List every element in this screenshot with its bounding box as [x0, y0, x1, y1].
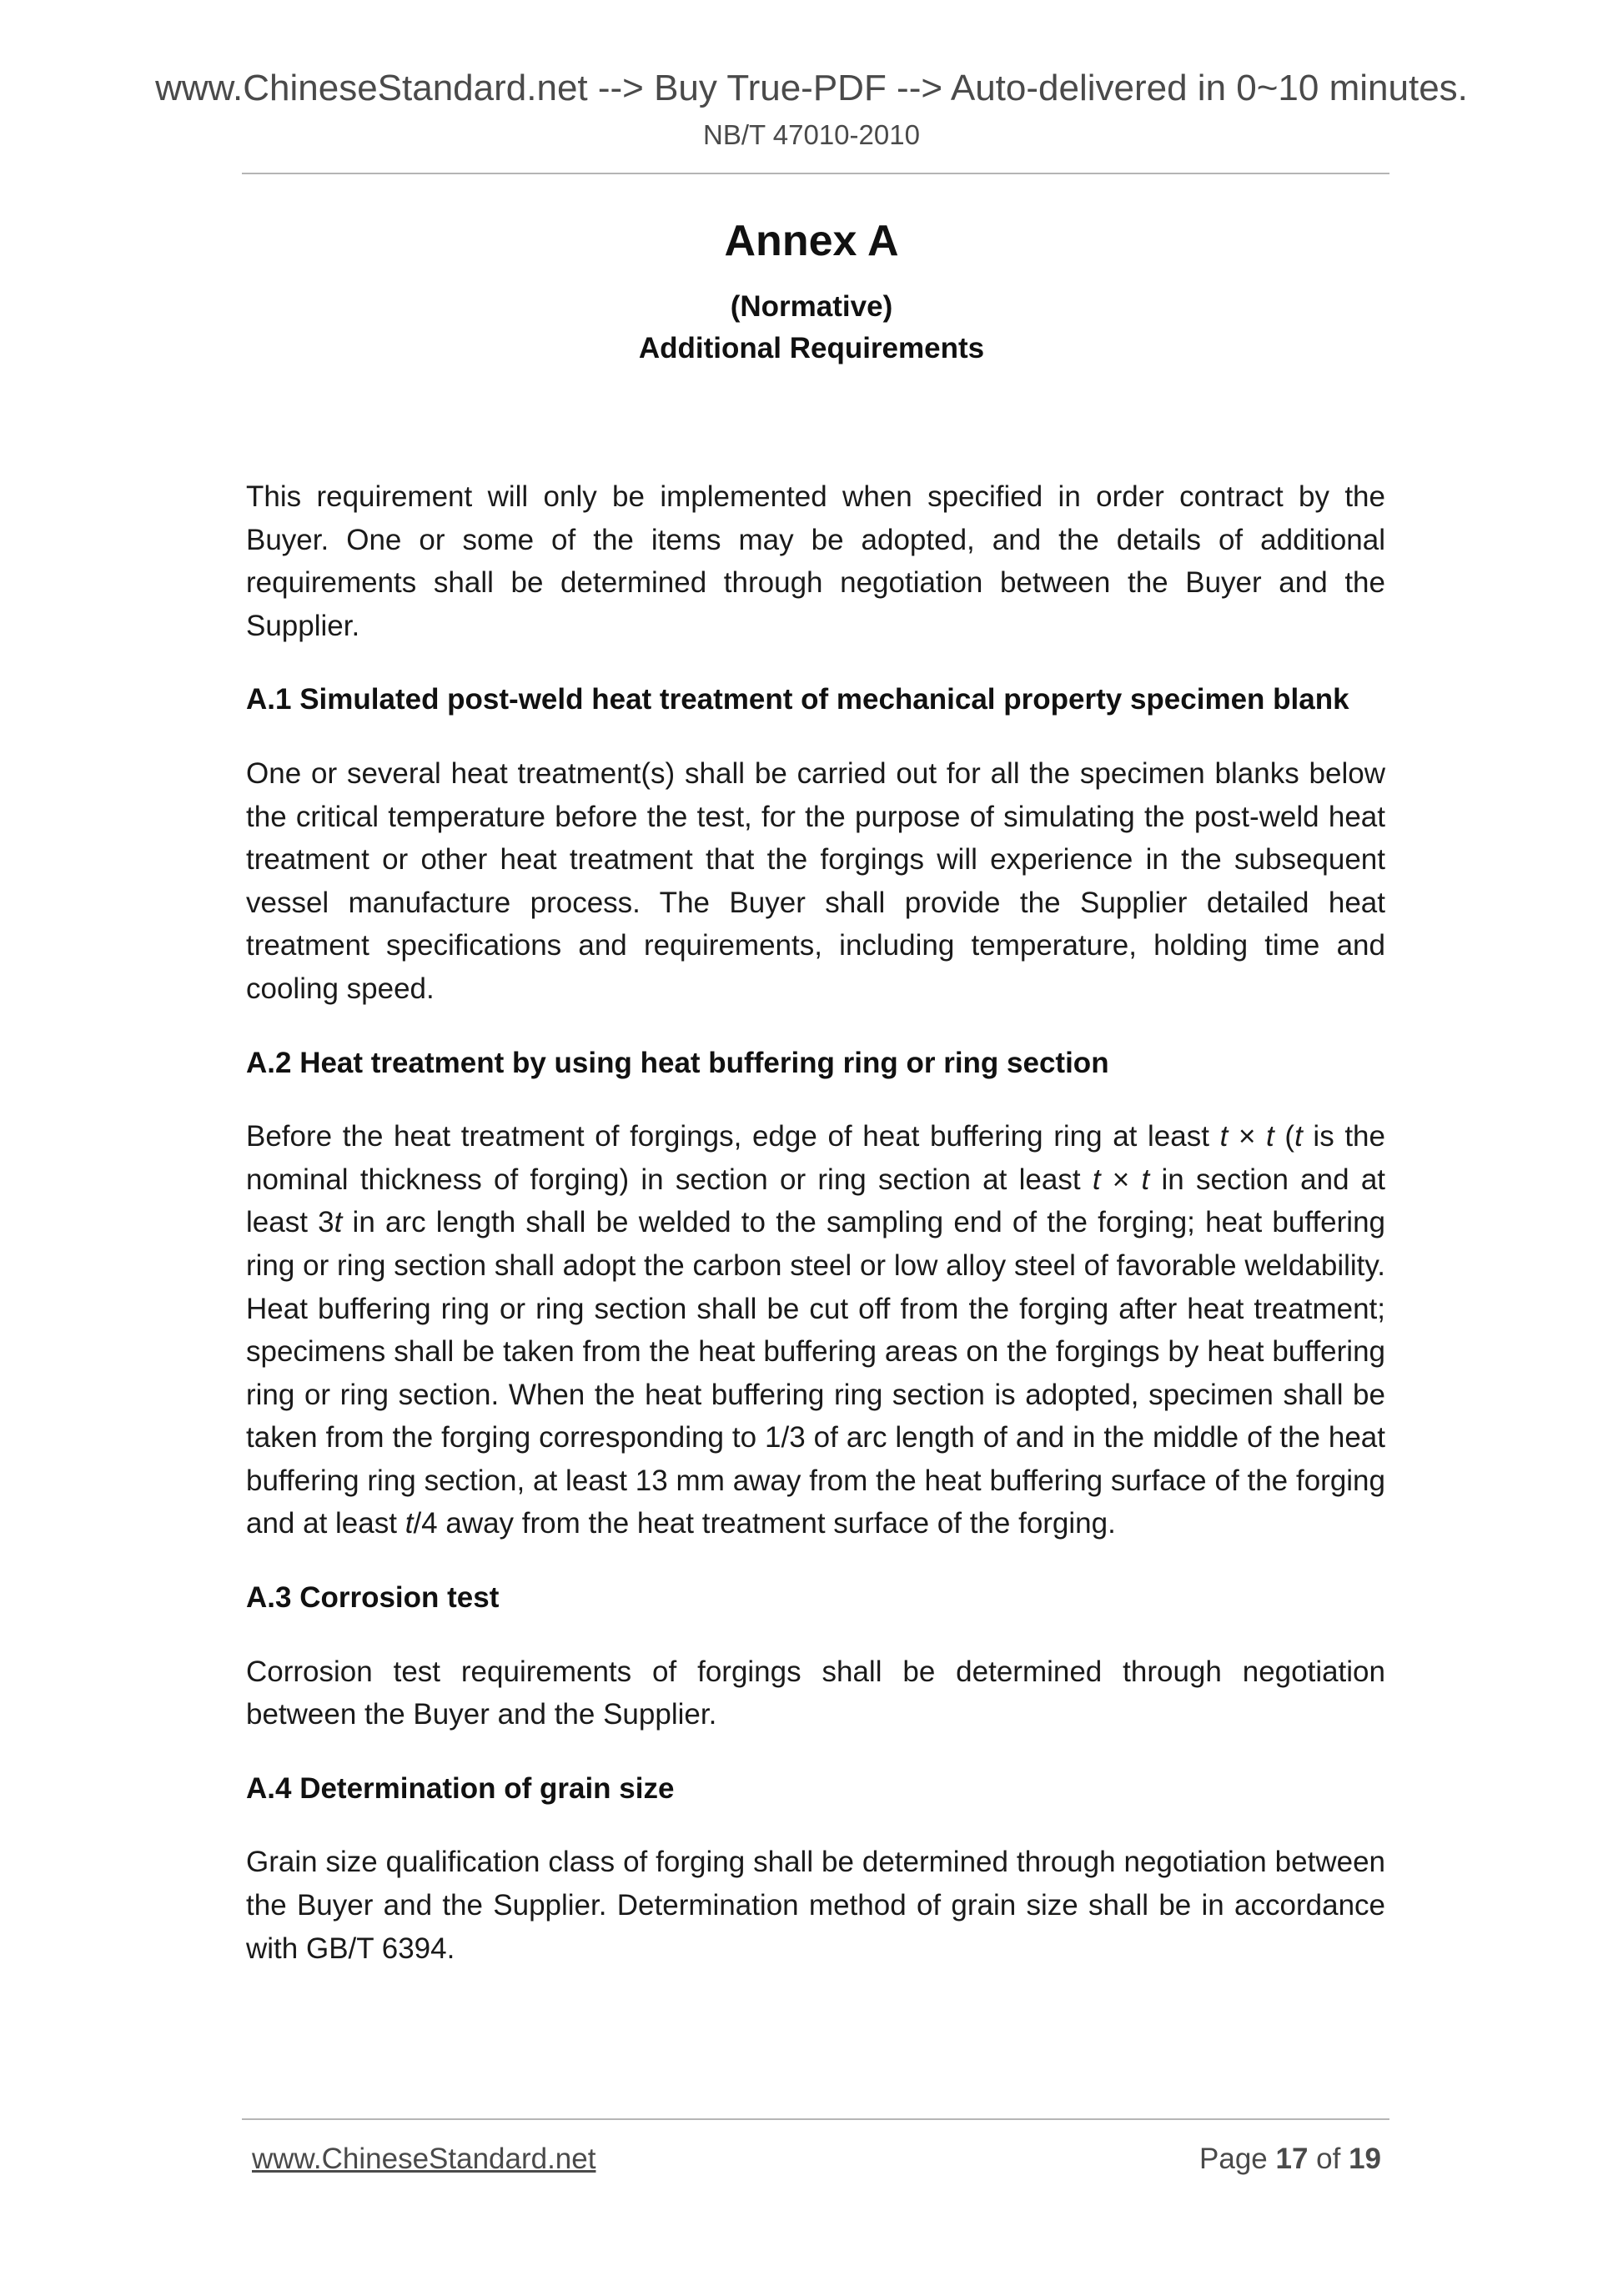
- header-banner: www.ChineseStandard.net --> Buy True-PDF --> Auto-delivered in 0~10 minutes.: [155, 68, 1468, 108]
- section-a2-heading: A.2 Heat treatment by using heat buffering ring or ring section: [246, 1046, 1109, 1079]
- current-page: 17: [1275, 2143, 1309, 2175]
- variable-t: t: [1294, 1120, 1303, 1153]
- section-a1-body: One or several heat treatment(s) shall be carried out for all the specimen blanks below the critical temperature before the test, for the purpose of simulating the post-weld heat treatment or other heat treatment that the forgings will experience in the subsequent vessel manufacture process. The Buyer shall provide the Supplier detailed heat treatment specifications and requirements, including temperature, holding time and cooling speed.: [246, 756, 1385, 1005]
- section-a4-body: Grain size qualification class of forging shall be determined through negotiation between the Buyer and the Supplier. Determination method of grain size shall be in accordance with GB/T 6394.: [246, 1846, 1385, 1965]
- section-a3-heading: A.3 Corrosion test: [246, 1581, 500, 1615]
- total-pages: 19: [1349, 2143, 1381, 2175]
- page-number: Page 17 of 19: [1199, 2143, 1381, 2175]
- annex-subtitle: Additional Requirements: [638, 332, 985, 364]
- section-a3-body: Corrosion test requirements of forgings shall be determined through negotiation between the Buyer and the Supplier.: [246, 1655, 1385, 1731]
- annex-title: Annex A: [724, 217, 899, 265]
- variable-t: t: [1092, 1163, 1101, 1196]
- footer-website-link[interactable]: www.ChineseStandard.net: [252, 2143, 596, 2175]
- annex-type: (Normative): [730, 290, 893, 323]
- document-id: NB/T 47010-2010: [703, 119, 920, 150]
- variable-t: t: [1266, 1120, 1274, 1153]
- section-a2-body: Before the heat treatment of forgings, edge of heat buffering ring at least t × t (t is the nominal thickness of forging) in section or ring section at least t × t in section and at least 3t in arc length shall be welded to the sampling end of the forging; heat buffering ring or ring section shall adopt the carbon steel or low alloy steel of favorable weldability. Heat buffering ring or ring section shall be cut off from the forging after heat treatment; specimens shall be taken from the heat buffering areas on the forgings by heat buffering ring or ring section. When the heat buffering ring section is adopted, specimen shall be taken from the forging corresponding to 1/3 of arc length of and in the middle of the heat buffering ring section, at least 13 mm away from the heat buffering surface of the forging and at least t/4 away from the heat treatment surface of the forging.: [246, 1120, 1386, 1540]
- variable-t: t: [404, 1507, 414, 1540]
- intro-paragraph: This requirement will only be implemented when specified in order contract by the Buyer. One or some of the items may be adopted, and the details of additional requirements shall be determined through negotiation between the Buyer and the Supplier.: [246, 480, 1385, 642]
- variable-t: t: [1219, 1120, 1229, 1153]
- header-divider: [242, 173, 1389, 174]
- section-a1-heading: A.1 Simulated post-weld heat treatment of mechanical property specimen blank: [246, 683, 1349, 716]
- variable-t: t: [1141, 1163, 1150, 1196]
- footer-divider: [242, 2118, 1389, 2120]
- variable-t: t: [334, 1206, 343, 1239]
- annex-body: [246, 475, 1385, 2001]
- section-a4-heading: A.4 Determination of grain size: [246, 1771, 675, 1805]
